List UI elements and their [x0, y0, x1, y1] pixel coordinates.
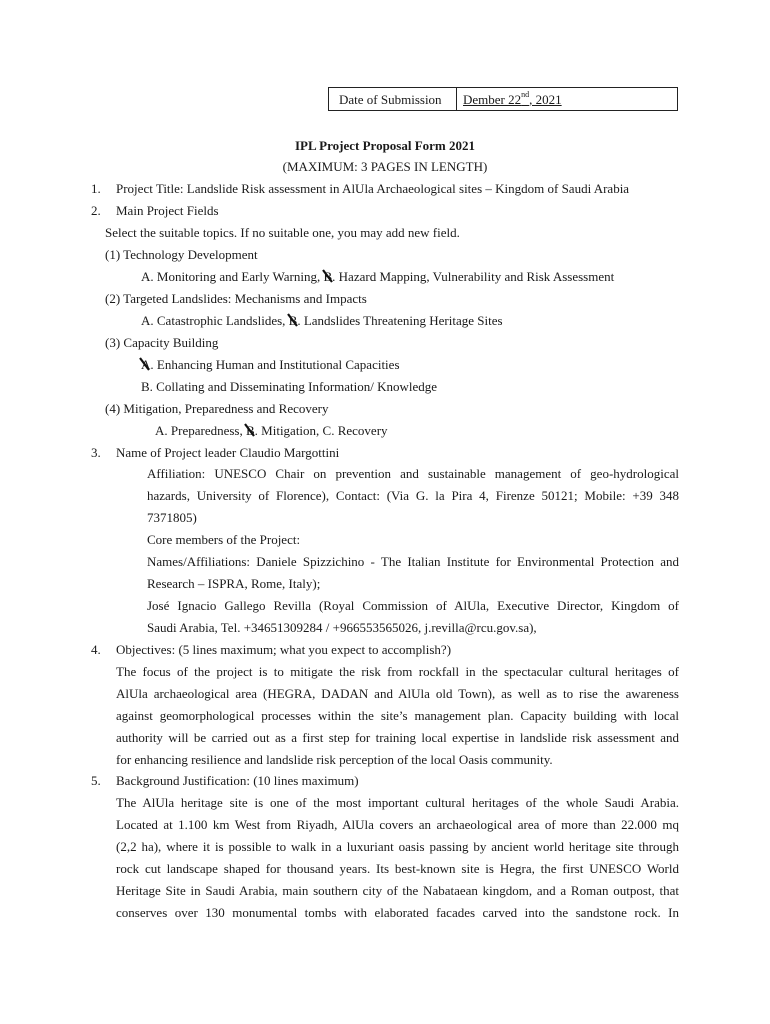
- section-1-number: 1.: [91, 181, 101, 196]
- submission-date-box: [328, 87, 678, 111]
- section-4-heading: Objectives: (5 lines maximum; what you expect to accomplish?): [116, 642, 452, 657]
- background-line-3: (2,2 ha), where it is possible to walk in a luxuriant oasis passing by ancient world heritage site through: [116, 839, 679, 854]
- checkmark-icon: [321, 267, 335, 285]
- core-member-1-line-1: Names/Affiliations: Daniele Spizzichino - The Italian Institute for Environmental Protection and: [147, 554, 679, 569]
- field-group-1-option-a: A. Monitoring and Early Warning,: [141, 269, 324, 284]
- submission-date-label: Date of Submission: [329, 88, 457, 110]
- checkmark-icon: [243, 421, 257, 439]
- field-group-3-selected-letter: A: [141, 357, 151, 372]
- submission-date-value: [457, 88, 562, 110]
- field-group-3: (3) Capacity Building: [105, 335, 219, 350]
- leader-affiliation-line-2: hazards, University of Florence), Contact: (Via G. la Pira 4, Firenze 50121; Mobile: +39 348: [147, 488, 679, 503]
- section-5-number: 5.: [91, 773, 101, 788]
- background-line-5: Heritage Site in Saudi Arabia, main southern city of the Nabataean kingdom, and a Roman outpost, that: [116, 883, 679, 898]
- section-2-heading: Main Project Fields: [116, 203, 219, 218]
- objectives-line-4: authority will be carried out as a first step for training local expertise in landslide risk assessment and: [116, 730, 679, 745]
- field-group-4: (4) Mitigation, Preparedness and Recovery: [105, 401, 329, 416]
- field-group-3-selected: [141, 357, 150, 373]
- field-group-1-selected-letter: B: [323, 269, 333, 284]
- field-group-2-options: [141, 313, 503, 329]
- objectives-line-1: The focus of the project is to mitigate the risk from rockfall in the spectacular cultural heritages of: [116, 664, 679, 679]
- core-member-2-line-2: Saudi Arabia, Tel. +34651309284 / +966553565026, j.revilla@rcu.gov.sa),: [147, 620, 537, 635]
- submission-date-prefix: Dember 22: [463, 92, 522, 107]
- field-group-1: (1) Technology Development: [105, 247, 258, 262]
- section-2-number: 2.: [91, 203, 101, 218]
- background-line-4: rock cut landscape shaped for thousand years. Its best-known site is Hegra, the first UNESCO World: [116, 861, 679, 876]
- field-group-2-option-b: . Landslides Threatening Heritage Sites: [297, 313, 503, 328]
- field-group-3-option-a-text: . Enhancing Human and Institutional Capacities: [150, 357, 400, 372]
- field-group-1-options: [141, 269, 614, 285]
- checkmark-icon: [286, 311, 300, 329]
- field-group-3-option-b: B. Collating and Disseminating Information/ Knowledge: [141, 379, 438, 394]
- objectives-line-3: against geomorphological processes within the site’s management plan. Capacity building with local: [116, 708, 679, 723]
- section-2-instruction: Select the suitable topics. If no suitable one, you may add new field.: [105, 225, 460, 240]
- background-line-2: Located at 1.100 km West from Riyadh, AlUla covers an archaeological area of more than 22.000 mq: [116, 817, 679, 832]
- objectives-line-5: for enhancing resilience and landslide risk perception of the local Oasis community.: [116, 752, 553, 767]
- form-title: IPL Project Proposal Form 2021: [294, 138, 476, 153]
- leader-affiliation-line-3: 7371805): [147, 510, 197, 525]
- field-group-3-option-a: [141, 357, 400, 373]
- submission-date-suffix: , 2021: [529, 92, 562, 107]
- form-subtitle: (MAXIMUM: 3 PAGES IN LENGTH): [282, 159, 488, 174]
- background-line-1: The AlUla heritage site is one of the most important cultural heritages of the whole Saudi Arabia.: [116, 795, 679, 810]
- field-group-2-selected-letter: B: [288, 313, 298, 328]
- core-member-1-line-2: Research – ISPRA, Rome, Italy);: [147, 576, 321, 591]
- field-group-2-option-a: A. Catastrophic Landslides,: [141, 313, 289, 328]
- project-title: Project Title: Landslide Risk assessment in AlUla Archaeological sites – Kingdom of Saudi Arabia: [116, 181, 630, 196]
- section-3-number: 3.: [91, 445, 101, 460]
- field-group-4-options: [155, 423, 388, 439]
- field-group-4-selected-letter: B: [245, 423, 255, 438]
- field-group-4-selected: [246, 423, 255, 439]
- checkmark-icon: [138, 355, 152, 373]
- submission-date-sup: nd: [521, 90, 530, 99]
- objectives-line-2: AlUla archaeological area (HEGRA, DADAN and AlUla old Town), as well as to rise the awareness: [116, 686, 679, 701]
- field-group-2-selected: [289, 313, 298, 329]
- background-line-6: conserves over 130 monumental tombs with elaborated facades carved into the sandstone rock. In: [116, 905, 679, 920]
- field-group-2: (2) Targeted Landslides: Mechanisms and Impacts: [105, 291, 367, 306]
- section-5-heading: Background Justification: (10 lines maximum): [116, 773, 359, 788]
- core-member-2-line-1: José Ignacio Gallego Revilla (Royal Commission of AlUla, Executive Director, Kingdom of: [147, 598, 679, 613]
- field-group-4-option-a: A. Preparedness,: [155, 423, 246, 438]
- section-3-heading: Name of Project leader Claudio Margottini: [116, 445, 340, 460]
- field-group-1-selected: [324, 269, 333, 285]
- field-group-4-option-b: . Mitigation, C. Recovery: [254, 423, 388, 438]
- core-members-label: Core members of the Project:: [147, 532, 301, 547]
- leader-affiliation-line-1: Affiliation: UNESCO Chair on prevention and sustainable management of geo-hydrological: [147, 466, 679, 481]
- field-group-1-option-b: . Hazard Mapping, Vulnerability and Risk Assessment: [332, 269, 615, 284]
- section-4-number: 4.: [91, 642, 101, 657]
